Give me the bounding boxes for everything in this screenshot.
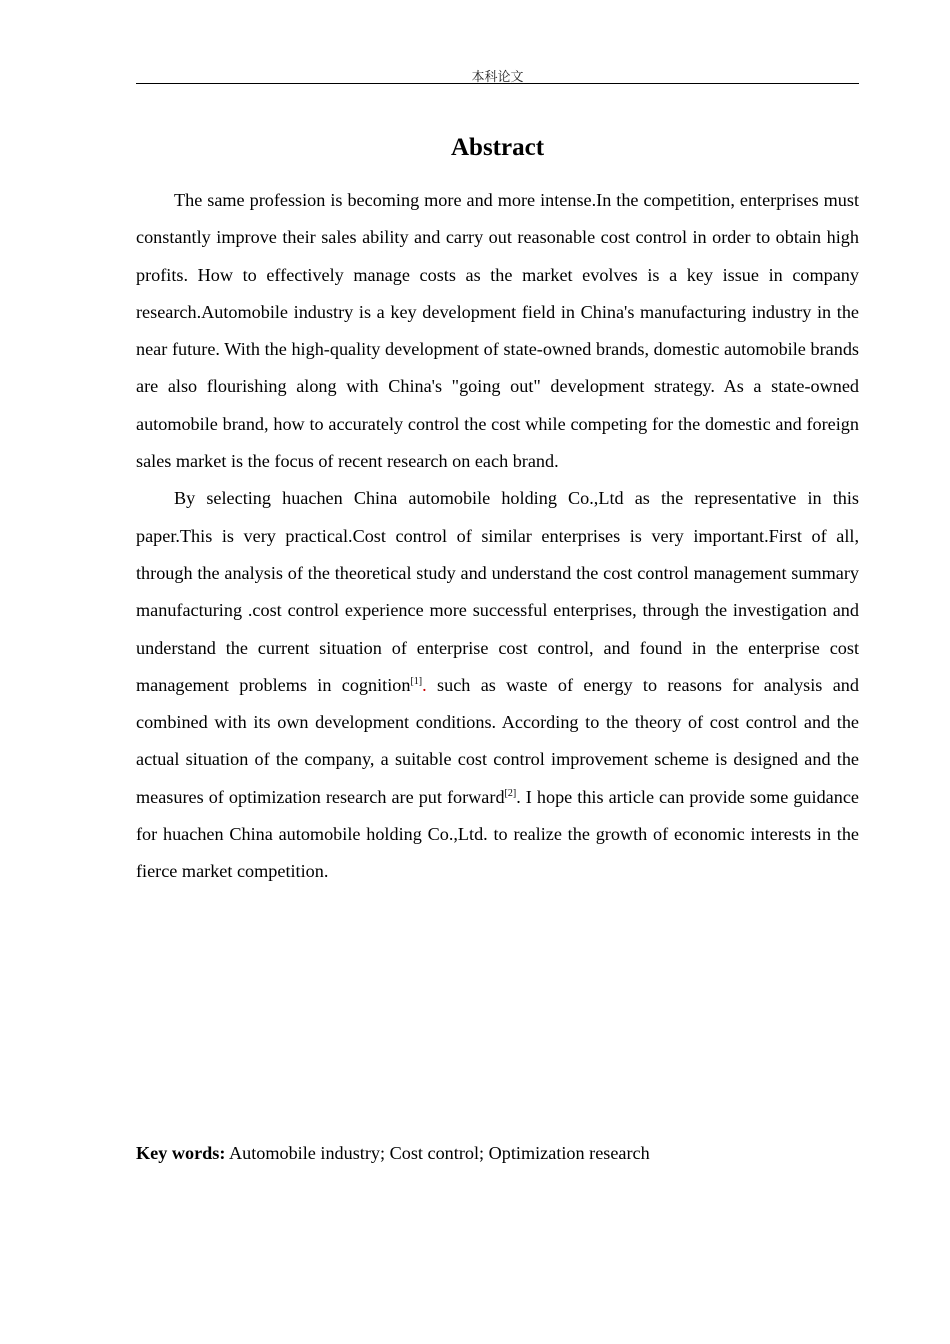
paragraph-2-text-a: By selecting huachen China automobile holding Co.,Ltd as the representative in this paper.This is very practical.Cost control of similar enterprises is very important.First of all, through the analysis of the theoretical study and understand the cost control management summary manufacturing .cost control experience more successful enterprises, through the investigation and understand the current situation of enterprise cost control, and found in the enterprise cost management problems in cognition (136, 488, 859, 695)
abstract-paragraph-2 (136, 480, 859, 890)
red-period: . (422, 674, 427, 695)
keywords-value: Automobile industry; Cost control; Optimization research (225, 1143, 650, 1163)
abstract-paragraph-1: The same profession is becoming more and more intense.In the competition, enterprises must constantly improve their sales ability and carry out reasonable cost control in order to obtain high profits. How to effectively manage costs as the market evolves is a key issue in company research.Automobile industry is a key development field in China's manufacturing industry in the near future. With the high-quality development of state-owned brands, domestic automobile brands are also flourishing along with China's "going out" development strategy. As a state-owned automobile brand, how to accurately control the cost while competing for the domestic and foreign sales market is the focus of recent research on each brand. (136, 190, 859, 472)
running-header: 本科论文 (471, 70, 524, 85)
citation-1: [1] (410, 675, 423, 687)
header-divider (136, 83, 859, 84)
citation-2: [2] (504, 787, 517, 799)
keywords-line (136, 1143, 859, 1164)
abstract-title: Abstract (450, 134, 545, 161)
abstract-body (136, 182, 859, 891)
keywords-label: Key words: (136, 1143, 226, 1163)
paragraph-2-text-b: such as waste of energy to reasons for analysis and combined with its own development conditions. According to the theory of cost control and the actual situation of the company, a suitable cost control improvement scheme is designed and the measures of optimization research are put forward (136, 674, 859, 807)
paragraph-2-text-c: . I hope this article can provide some guidance for huachen China automobile holding Co.,Ltd. to realize the growth of economic interests in the fierce market competition. (136, 786, 859, 882)
